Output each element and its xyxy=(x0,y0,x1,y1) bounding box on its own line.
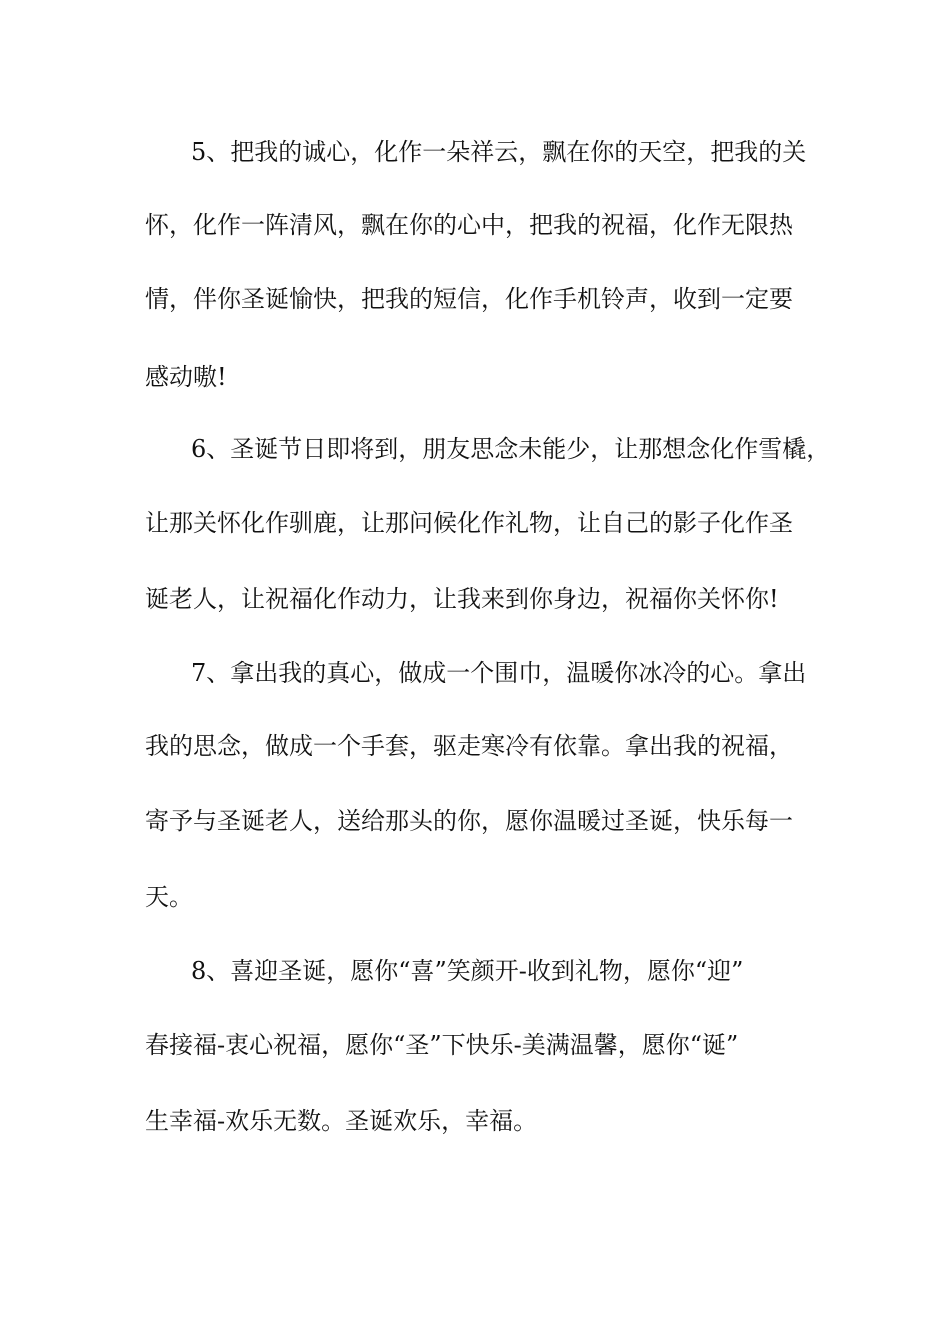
paragraph-5-line-2: 怀，化作一阵清风，飘在你的心中，把我的祝福，化作无限热 xyxy=(145,211,793,239)
paragraph-5-line-4: 感动嗷! xyxy=(145,363,227,391)
paragraph-8-line-1: 8、喜迎圣诞，愿你“喜”笑颜开-收到礼物，愿你“迎” xyxy=(191,957,744,985)
paragraph-6-line-3: 诞老人，让祝福化作动力，让我来到你身边，祝福你关怀你! xyxy=(145,585,779,613)
paragraph-7-line-1: 7、拿出我的真心，做成一个围巾，温暖你冰冷的心。拿出 xyxy=(191,659,807,687)
paragraph-7-line-3: 寄予与圣诞老人，送给那头的你，愿你温暖过圣诞，快乐每一 xyxy=(145,807,793,835)
paragraph-7-line-2: 我的思念，做成一个手套，驱走寒冷有依靠。拿出我的祝福， xyxy=(145,732,793,760)
paragraph-8-line-2: 春接福-衷心祝福，愿你“圣”下快乐-美满温馨，愿你“诞” xyxy=(145,1031,739,1059)
paragraph-5-line-1: 5、把我的诚心，化作一朵祥云，飘在你的天空，把我的关 xyxy=(191,138,807,166)
paragraph-6-line-1: 6、圣诞节日即将到，朋友思念未能少，让那想念化作雪橇， xyxy=(191,435,831,463)
paragraph-8-line-3: 生幸福-欢乐无数。圣诞欢乐，幸福。 xyxy=(145,1107,538,1135)
paragraph-7-line-4: 天。 xyxy=(145,883,193,911)
paragraph-5-line-3: 情，伴你圣诞愉快，把我的短信，化作手机铃声，收到一定要 xyxy=(145,285,793,313)
paragraph-6-line-2: 让那关怀化作驯鹿，让那问候化作礼物，让自己的影子化作圣 xyxy=(145,509,793,537)
